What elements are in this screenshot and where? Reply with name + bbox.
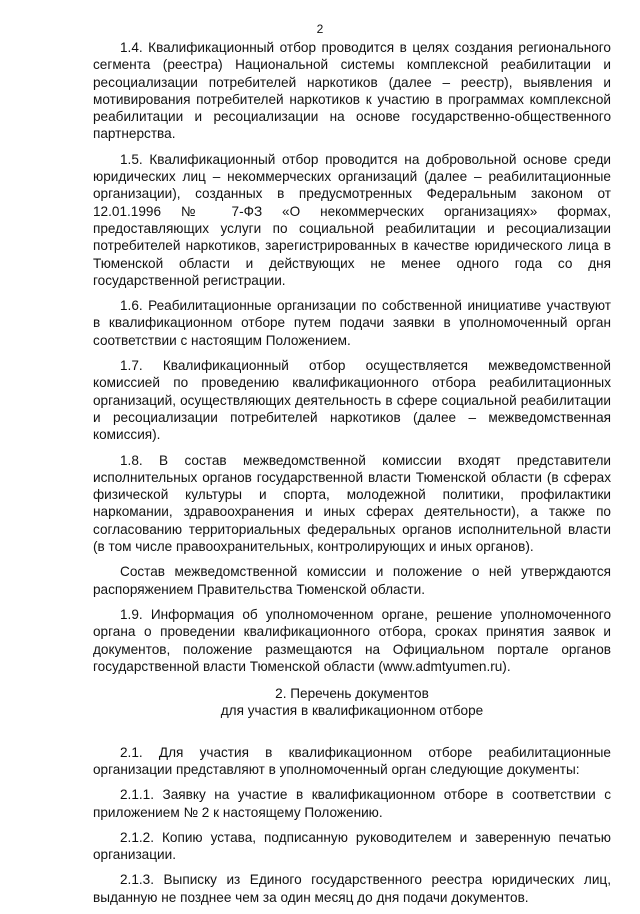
paragraph-commission-composition: Состав межведомственной комиссии и положение о ней утверждаются распоряжением Правительства Тюменской области. (93, 564, 611, 597)
paragraph-1-4: 1.4. Квалификационный отбор проводится в целях создания регионального сегмента (реестра) Национальной системы комплексной реабилитации и ресоциализации потребителей наркотиков (далее – реестр), выявления и мотивирования потребителей наркотиков к участию в программах комплексной реабилитации и ресоциализации на основе государственно-общественного партнерства. (93, 40, 611, 142)
paragraph-1-9: 1.9. Информация об уполномоченном органе, решение уполномоченного органа о проведении квалификационного отбора, сроках принятия заявок и документов, положение размещаются на Официальном портале органов государственной власти Тюменской области (www.admtyumen.ru). (93, 606, 611, 674)
section-heading (93, 685, 611, 720)
section-heading-line-1: 2. Перечень документов (275, 686, 429, 702)
paragraph-2-1: 2.1. Для участия в квалификационном отборе реабилитационные организации представляют в уполномоченный орган следующие документы: (93, 744, 611, 777)
section-heading-line-2: для участия в квалификационном отборе (220, 703, 484, 719)
paragraph-1-8: 1.8. В состав межведомственной комиссии входят представители исполнительных органов государственной власти Тюменской области (в сферах физической культуры и спорта, молодежной политики, профилактики наркомании, здравоохранения и иных сферах деятельности), а также по согласованию территориальных федеральных органов исполнительной власти (в том числе правоохранительных, контролирующих и иных органов). (93, 452, 611, 555)
paragraph-2-1-3: 2.1.3. Выписку из Единого государственного реестра юридических лиц, выданную не позднее чем за один месяц до дня подачи документов. (93, 872, 611, 905)
document-body (93, 39, 611, 914)
paragraph-2-1-2: 2.1.2. Копию устава, подписанную руководителем и заверенную печатью организации. (93, 829, 611, 863)
page-number: 2 (316, 22, 324, 36)
paragraph-2-1-1: 2.1.1. Заявку на участие в квалификационном отборе в соответствии с приложением № 2 к настоящему Положению. (93, 787, 611, 820)
paragraph-1-5: 1.5. Квалификационный отбор проводится на добровольной основе среди юридических лиц – некоммерческих организаций (далее – реабилитационные организации), созданных в предусмотренных Федеральным законом от 12.01.1996 № 7-ФЗ «О некоммерческих организациях» формах, предоставляющих услуги по социальной реабилитации и ресоциализации потребителей наркотиков, зарегистрированных в качестве юридического лица в Тюменской области и действующих не менее одного года со дня государственной регистрации. (93, 151, 611, 288)
paragraph-1-7: 1.7. Квалификационный отбор осуществляется межведомственной комиссией по проведению квалификационного отбора реабилитационных организаций, осуществляющих деятельность в сфере социальной реабилитации и ресоциализации потребителей наркотиков (далее – межведомственная комиссия). (93, 358, 611, 443)
paragraph-1-6: 1.6. Реабилитационные организации по собственной инициативе участвуют в квалификационном отборе путем подачи заявки в уполномоченный орган соответствии с настоящим Положением. (93, 298, 611, 348)
